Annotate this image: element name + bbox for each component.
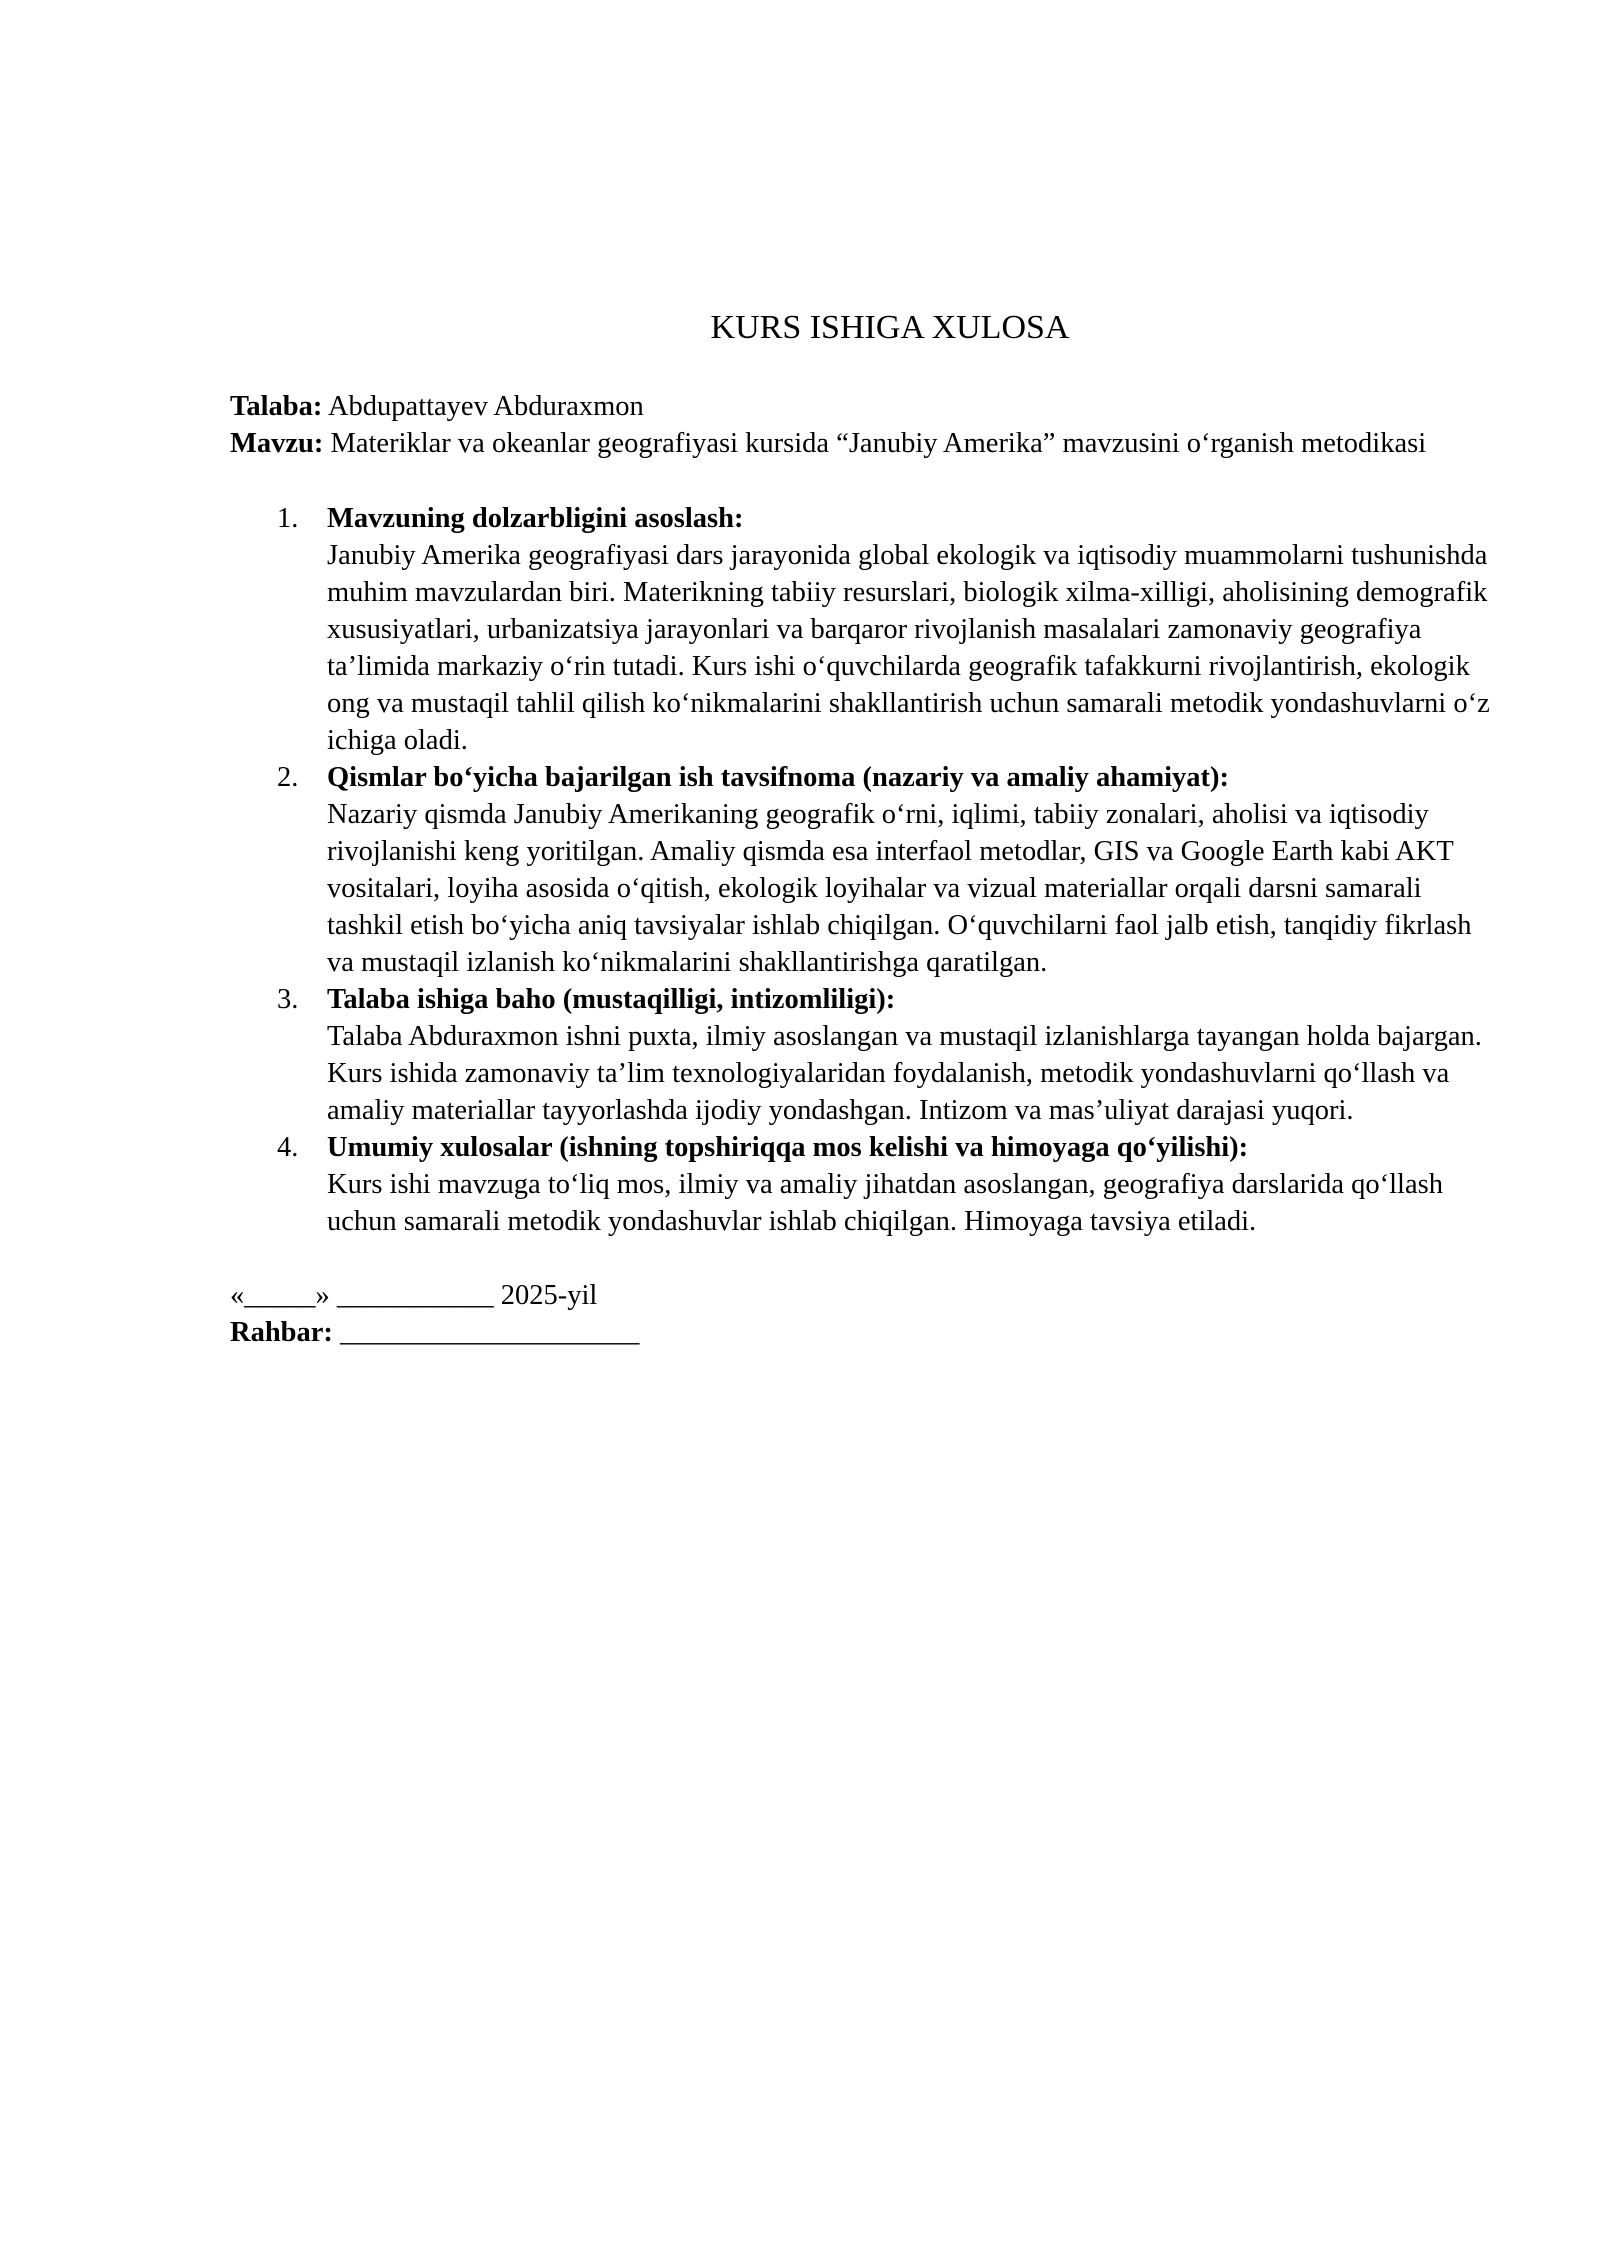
document-title: KURS ISHIGA XULOSA bbox=[710, 309, 1070, 346]
list-item bbox=[230, 759, 1490, 981]
topic-label: Mavzu: bbox=[230, 428, 324, 459]
section-number: 4. bbox=[277, 1132, 299, 1163]
date-line: «_____» ___________ 2025-yil bbox=[230, 1280, 598, 1311]
list-item bbox=[230, 981, 1490, 1129]
topic-line bbox=[230, 425, 1490, 462]
signature-block bbox=[230, 1277, 1490, 1351]
list-item bbox=[230, 500, 1490, 759]
section-heading: Talaba ishiga baho (mustaqilligi, intizomliligi): bbox=[327, 984, 896, 1015]
document-page bbox=[230, 300, 1490, 1351]
section-body: Janubiy Amerika geografiyasi dars jarayonida global ekologik va iqtisodiy muammolarni tushunishda muhim mavzulardan biri. Materikning tabiiy resurslari, biologik xilma-xilligi, aholisining demografik xususiyatlari, urbanizatsiya jarayonlari va barqaror rivojlanish masalalari zamonaviy geografiya ta’limida markaziy o‘rin tutadi. Kurs ishi o‘quvchilarda geografik tafakkurni rivojlantirish, ekologik ong va mustaqil tahlil qilish ko‘nikmalarini shakllantirish uchun samarali metodik yondashuvlarni o‘z ichiga oladi. bbox=[327, 540, 1490, 756]
student-label: Talaba: bbox=[230, 391, 323, 422]
section-heading: Mavzuning dolzarbligini asoslash: bbox=[327, 503, 744, 534]
section-number: 2. bbox=[277, 762, 299, 793]
sections-list bbox=[230, 500, 1490, 1240]
section-heading: Umumiy xulosalar (ishning topshiriqqa mos kelishi va himoyaga qo‘yilishi): bbox=[327, 1132, 1249, 1163]
supervisor-label: Rahbar: bbox=[230, 1317, 333, 1348]
section-number: 1. bbox=[277, 503, 299, 534]
supervisor-blank: _____________________ bbox=[340, 1317, 640, 1348]
supervisor-line bbox=[230, 1314, 1490, 1351]
section-body: Nazariy qismda Janubiy Amerikaning geografik o‘rni, iqlimi, tabiiy zonalari, aholisi va iqtisodiy rivojlanishi keng yoritilgan. Amaliy qismda esa interfaol metodlar, GIS va Google Earth kabi AKT vositalari, loyiha asosida o‘qitish, ekologik loyihalar va vizual materiallar orqali darsni samarali tashkil etish bo‘yicha aniq tavsiyalar ishlab chiqilgan. O‘quvchilarni faol jalb etish, tanqidiy fikrlash va mustaqil izlanish ko‘nikmalarini shakllantirishga qaratilgan. bbox=[327, 799, 1472, 978]
student-line bbox=[230, 388, 1490, 425]
topic-text: Materiklar va okeanlar geografiyasi kursida “Janubiy Amerika” mavzusini o‘rganish metodikasi bbox=[330, 428, 1427, 459]
list-item bbox=[230, 1129, 1490, 1240]
section-body: Talaba Abduraxmon ishni puxta, ilmiy asoslangan va mustaqil izlanishlarga tayangan holda bajargan. Kurs ishida zamonaviy ta’lim texnologiyalaridan foydalanish, metodik yondashuvlarni qo‘llash va amaliy materiallar tayyorlashda ijodiy yondashgan. Intizom va mas’uliyat darajasi yuqori. bbox=[327, 1021, 1482, 1126]
section-heading: Qismlar bo‘yicha bajarilgan ish tavsifnoma (nazariy va amaliy ahamiyat): bbox=[327, 762, 1229, 793]
section-number: 3. bbox=[277, 984, 299, 1015]
section-body: Kurs ishi mavzuga to‘liq mos, ilmiy va amaliy jihatdan asoslangan, geografiya darslarida qo‘llash uchun samarali metodik yondashuvlar ishlab chiqilgan. Himoyaga tavsiya etiladi. bbox=[327, 1169, 1443, 1237]
student-name: Abdupattayev Abduraxmon bbox=[327, 391, 644, 422]
